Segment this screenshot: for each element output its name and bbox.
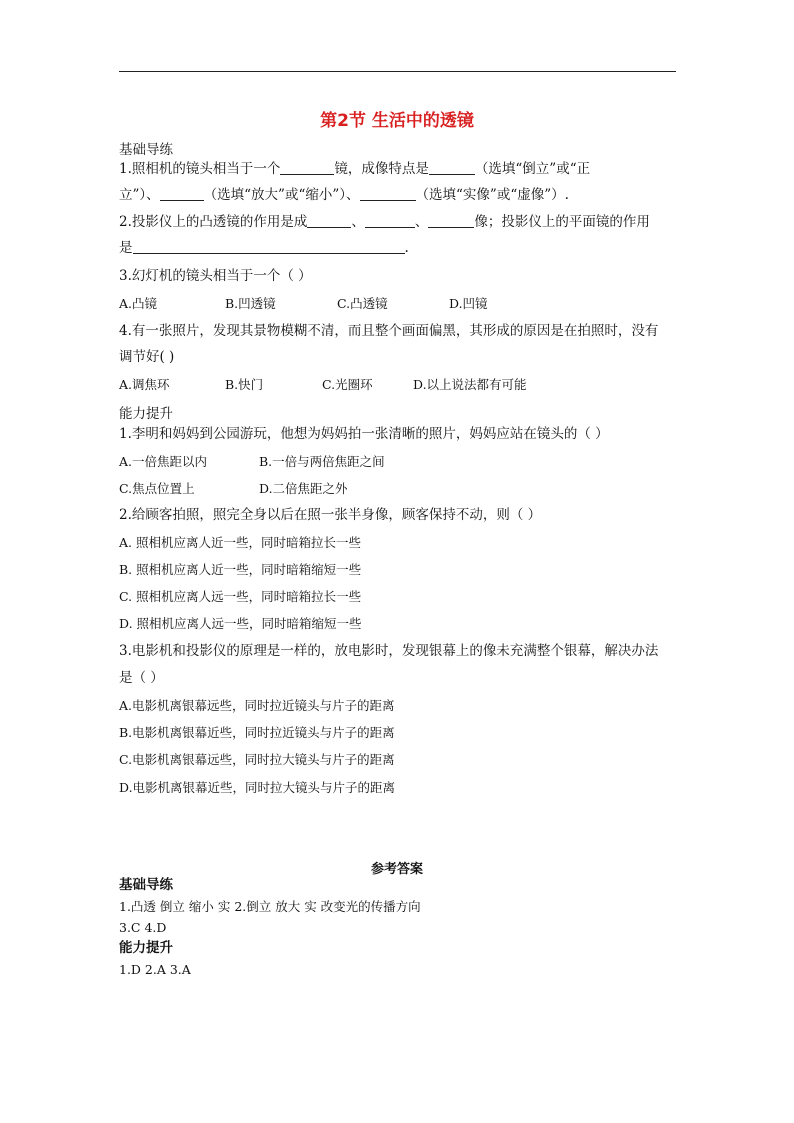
option-a[interactable]: A.一倍焦距以内 [119, 454, 208, 469]
ability-question-1-options-row-1 [119, 453, 385, 471]
answers-line-3: 1.D 2.A 3.A [119, 962, 191, 977]
option-a[interactable]: A.调焦环 [119, 377, 170, 392]
option-d[interactable]: D. 照相机应离人远一些，同时暗箱缩短一些 [119, 616, 362, 631]
option-a[interactable]: A.电影机离银幕远些，同时拉近镜头与片子的距离 [119, 698, 395, 713]
option-b[interactable]: B.一倍与两倍焦距之间 [259, 454, 385, 469]
question-3-options [119, 295, 488, 313]
option-d[interactable]: D.二倍焦距之外 [259, 481, 348, 496]
answers-line-2: 3.C 4.D [119, 920, 167, 935]
option-c[interactable]: C.焦点位置上 [119, 481, 195, 496]
answer-blank[interactable] [280, 161, 334, 175]
question-4-options [119, 376, 527, 394]
answer-blank[interactable] [429, 161, 475, 175]
answers-line-1: 1.凸透 倒立 缩小 实 2.倒立 放大 实 改变光的传播方向 [119, 899, 421, 914]
option-c[interactable]: C.电影机离银幕远些，同时拉大镜头与片子的距离 [119, 752, 395, 767]
ability-question-2-stem: 2.给顾客拍照，照完全身以后在照一张半身像，顾客保持不动，则（ ） [119, 507, 542, 523]
option-b[interactable]: B.电影机离银幕近些，同时拉近镜头与片子的距离 [119, 725, 395, 740]
option-a[interactable]: A.凸镜 [119, 296, 158, 311]
option-b[interactable]: B.凹透镜 [225, 296, 276, 311]
ability-question-3-stem-1: 3.电影机和投影仪的原理是一样的，放电影时，发现银幕上的像未充满整个银幕，解决办法 [119, 643, 659, 659]
option-d[interactable]: D.凹镜 [449, 296, 488, 311]
ability-question-3-stem-2: 是（ ） [119, 670, 164, 686]
answers-title: 参考答案 [370, 862, 423, 877]
option-b[interactable]: B.快门 [225, 377, 264, 392]
option-c[interactable]: C. 照相机应离人远一些，同时暗箱拉长一些 [119, 589, 362, 604]
answer-blank[interactable] [307, 214, 351, 228]
answers-section-ability: 能力提升 [119, 940, 173, 956]
option-a[interactable]: A. 照相机应离人近一些，同时暗箱拉长一些 [119, 535, 361, 550]
ability-question-1-stem: 1.李明和妈妈到公园游玩，他想为妈妈拍一张清晰的照片，妈妈应站在镜头的（ ） [119, 426, 609, 442]
answer-blank[interactable] [428, 214, 474, 228]
ability-question-1-options-row-2 [119, 480, 348, 498]
answer-blank[interactable] [160, 187, 204, 201]
option-c[interactable]: C.凸透镜 [337, 296, 388, 311]
option-d[interactable]: D.电影机离银幕近些，同时拉大镜头与片子的距离 [119, 780, 396, 795]
question-3-stem: 3.幻灯机的镜头相当于一个（ ） [119, 268, 312, 284]
question-1-line-2: 立”）、 （选填“放大”或“缩小”）、 （选填“实像”或“虚像”）. [119, 187, 569, 203]
page-title: 第2节 生活中的透镜 [320, 111, 474, 131]
option-d[interactable]: D.以上说法都有可能 [413, 377, 527, 392]
answer-blank[interactable] [360, 187, 416, 201]
option-b[interactable]: B. 照相机应离人近一些，同时暗箱缩短一些 [119, 562, 362, 577]
question-2-line-2: 是 . [119, 240, 409, 256]
section-heading-basic: 基础导练 [119, 142, 173, 158]
question-2-line-1: 2.投影仪上的凸透镜的作用是成 、 、 像；投影仪上的平面镜的作用 [119, 214, 650, 230]
question-4-stem-2: 调节好( ) [119, 349, 175, 365]
question-4-stem-1: 4.有一张照片，发现其景物模糊不清，而且整个画面偏黑，其形成的原因是在拍照时，没有 [119, 323, 659, 339]
answer-blank[interactable] [365, 214, 415, 228]
answer-blank[interactable] [133, 240, 405, 254]
option-c[interactable]: C.光圈环 [322, 377, 373, 392]
section-heading-ability: 能力提升 [119, 406, 173, 422]
question-1-line-1: 1.照相机的镜头相当于一个 镜，成像特点是 （选填“倒立”或“正 [119, 161, 591, 177]
header-rule [119, 71, 676, 72]
answers-section-basic: 基础导练 [119, 877, 173, 893]
